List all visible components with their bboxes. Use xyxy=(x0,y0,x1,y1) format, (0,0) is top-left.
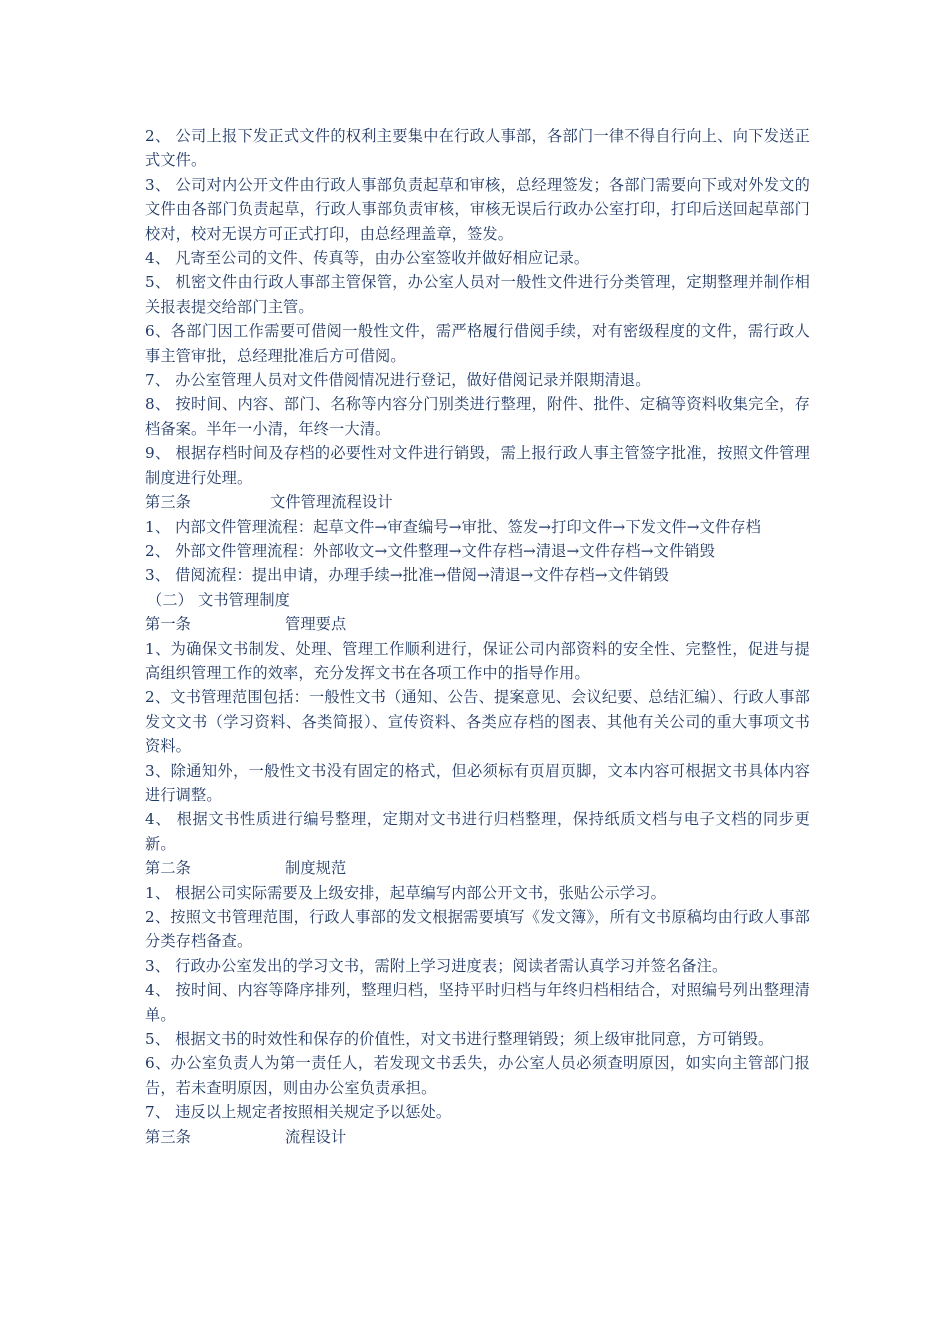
paragraph: 4、 根据文书性质进行编号整理，定期对文书进行归档整理，保持纸质文档与电子文档的同步更新。 xyxy=(145,810,810,853)
paragraph: 6、办公室负责人为第一责任人，若发现文书丢失，办公室人员必须查明原因，如实向主管部门报告，若未查明原因，则由办公室负责承担。 xyxy=(145,1054,810,1097)
article-title: 制度规范 xyxy=(285,859,347,878)
article-heading xyxy=(145,1125,810,1149)
paragraph: 6、各部门因工作需要可借阅一般性文件，需严格履行借阅手续，对有密级程度的文件，需行政人事主管审批，总经理批准后方可借阅。 xyxy=(145,322,810,365)
paragraph: 4、 凡寄至公司的文件、传真等，由办公室签收并做好相应记录。 xyxy=(145,249,590,268)
paragraph: 1、为确保文书制发、处理、管理工作顺利进行，保证公司内部资料的安全性、完整性，促进与提高组织管理工作的效率，充分发挥文书在各项工作中的指导作用。 xyxy=(145,639,810,682)
paragraph: 3、 行政办公室发出的学习文书，需附上学习进度表；阅读者需认真学习并签名备注。 xyxy=(145,956,728,975)
article-number: 第三条 xyxy=(145,493,192,512)
article-number: 第三条 xyxy=(145,1127,192,1146)
paragraph: 3、 公司对内公开文件由行政人事部负责起草和审核，总经理签发；各部门需要向下或对外发文的文件由各部门负责起草，行政人事部负责审核，审核无误后行政办公室打印，打印后送回起草部门校对，校对无误方可正式打印，由总经理盖章，签发。 xyxy=(145,175,810,243)
paragraph: 5、 根据文书的时效性和保存的价值性，对文书进行整理销毁；须上级审批同意，方可销毁。 xyxy=(145,1030,774,1049)
paragraph: 2、按照文书管理范围，行政人事部的发文根据需要填写《发文簿》，所有文书原稿均由行政人事部分类存档备查。 xyxy=(145,908,810,951)
paragraph: 9、 根据存档时间及存档的必要性对文件进行销毁，需上报行政人事主管签字批准，按照文件管理制度进行处理。 xyxy=(145,444,810,487)
paragraph: 2、文书管理范围包括：一般性文书（通知、公告、提案意见、会议纪要、总结汇编）、行政人事部发文文书（学习资料、各类简报）、宣传资料、各类应存档的图表、其他有关公司的重大事项文书资料。 xyxy=(145,688,810,756)
paragraph: 7、 办公室管理人员对文件借阅情况进行登记，做好借阅记录并限期清退。 xyxy=(145,371,651,390)
article-title: 管理要点 xyxy=(285,615,347,634)
paragraph: 2、 公司上报下发正式文件的权利主要集中在行政人事部，各部门一律不得自行向上、向下发送正式文件。 xyxy=(145,127,810,170)
paragraph: 1、 内部文件管理流程：起草文件→审查编号→审批、签发→打印文件→下发文件→文件存档 xyxy=(145,517,761,536)
document-page xyxy=(145,124,810,1149)
article-title: 文件管理流程设计 xyxy=(270,493,393,512)
article-heading xyxy=(145,612,810,636)
paragraph: 3、 借阅流程：提出申请，办理手续→批准→借阅→清退→文件存档→文件销毁 xyxy=(145,566,669,585)
article-number: 第一条 xyxy=(145,615,192,634)
article-heading xyxy=(145,490,810,514)
paragraph: 4、 按时间、内容等降序排列，整理归档，坚持平时归档与年终归档相结合，对照编号列出整理清单。 xyxy=(145,981,810,1024)
paragraph: 8、 按时间、内容、部门、名称等内容分门别类进行整理，附件、批件、定稿等资料收集完全，存档备案。半年一小清，年终一大清。 xyxy=(145,395,810,438)
paragraph: 5、 机密文件由行政人事部主管保管，办公室人员对一般性文件进行分类管理，定期整理并制作相关报表提交给部门主管。 xyxy=(145,273,810,316)
paragraph: 2、 外部文件管理流程：外部收文→文件整理→文件存档→清退→文件存档→文件销毁 xyxy=(145,541,715,560)
section-title: （二） 文书管理制度 xyxy=(147,590,291,609)
article-heading xyxy=(145,856,810,880)
paragraph: 7、 违反以上规定者按照相关规定予以惩处。 xyxy=(145,1103,452,1122)
paragraph: 3、除通知外，一般性文书没有固定的格式，但必须标有页眉页脚，文本内容可根据文书具体内容进行调整。 xyxy=(145,761,810,804)
article-title: 流程设计 xyxy=(285,1127,347,1146)
paragraph: 1、 根据公司实际需要及上级安排，起草编写内部公开文书，张贴公示学习。 xyxy=(145,883,666,902)
article-number: 第二条 xyxy=(145,859,192,878)
